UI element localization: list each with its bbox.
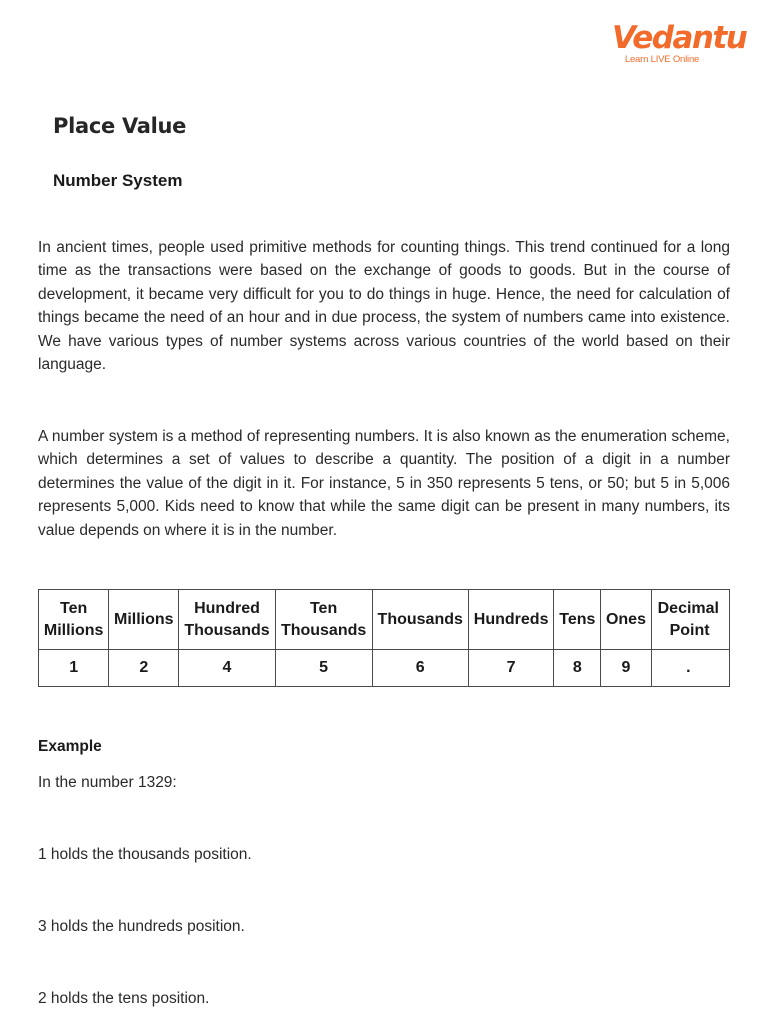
header-thousands: Thousands: [372, 590, 468, 650]
table-header-row: [39, 590, 730, 650]
place-value-table-wrapper: [38, 589, 730, 687]
example-intro: In the number 1329:: [38, 774, 177, 791]
definition-paragraph: A number system is a method of representing numbers. It is also known as the enumeration scheme, which determines a set of values to describe a quantity. The position of a digit in a number determines the value of the digit in it. For instance, 5 in 350 represents 5 tens, or 50; but 5 in 5,006 represents 5,000. Kids need to know that while the same digit can be present in many numbers, its value depends on where it is in the number.: [38, 428, 730, 539]
header-decimal-point: Decimal Point: [651, 590, 729, 650]
example-line: 2 holds the tens position.: [38, 990, 210, 1007]
header-millions: Millions: [109, 590, 179, 650]
header-ten-millions: Ten Millions: [39, 590, 109, 650]
logo-wordmark: Vedantu: [612, 20, 747, 56]
table-row: [39, 650, 730, 687]
header-ten-thousands: Ten Thousands: [275, 590, 372, 650]
example-line: 3 holds the hundreds position.: [38, 918, 245, 935]
header-tens: Tens: [554, 590, 601, 650]
table-cell: 7: [468, 650, 553, 687]
table-cell: 1: [39, 650, 109, 687]
table-cell: 4: [179, 650, 275, 687]
example-label: Example: [38, 738, 102, 755]
table-cell: 6: [372, 650, 468, 687]
page-title: Place Value: [53, 114, 187, 138]
vedantu-logo: [612, 20, 747, 66]
table-cell: 9: [601, 650, 651, 687]
intro-paragraph: In ancient times, people used primitive methods for counting things. This trend continued for a long time as the transactions were based on the exchange of goods to goods. But in the course of development, it became very difficult for you to do things in huge. Hence, the need for calculation of things became the need of an hour and in due process, the system of numbers came into existence. We have various types of number systems across various countries of the world based on their language.: [38, 239, 730, 374]
example-line: 1 holds the thousands position.: [38, 846, 252, 863]
section-heading: Number System: [53, 171, 183, 190]
table-cell: 2: [109, 650, 179, 687]
header-ones: Ones: [601, 590, 651, 650]
header-hundred-thousands: Hundred Thousands: [179, 590, 275, 650]
header-hundreds: Hundreds: [468, 590, 553, 650]
logo-tagline: Learn LIVE Online: [624, 54, 700, 65]
place-value-table: [38, 589, 730, 687]
table-cell: .: [651, 650, 729, 687]
table-cell: 5: [275, 650, 372, 687]
table-cell: 8: [554, 650, 601, 687]
